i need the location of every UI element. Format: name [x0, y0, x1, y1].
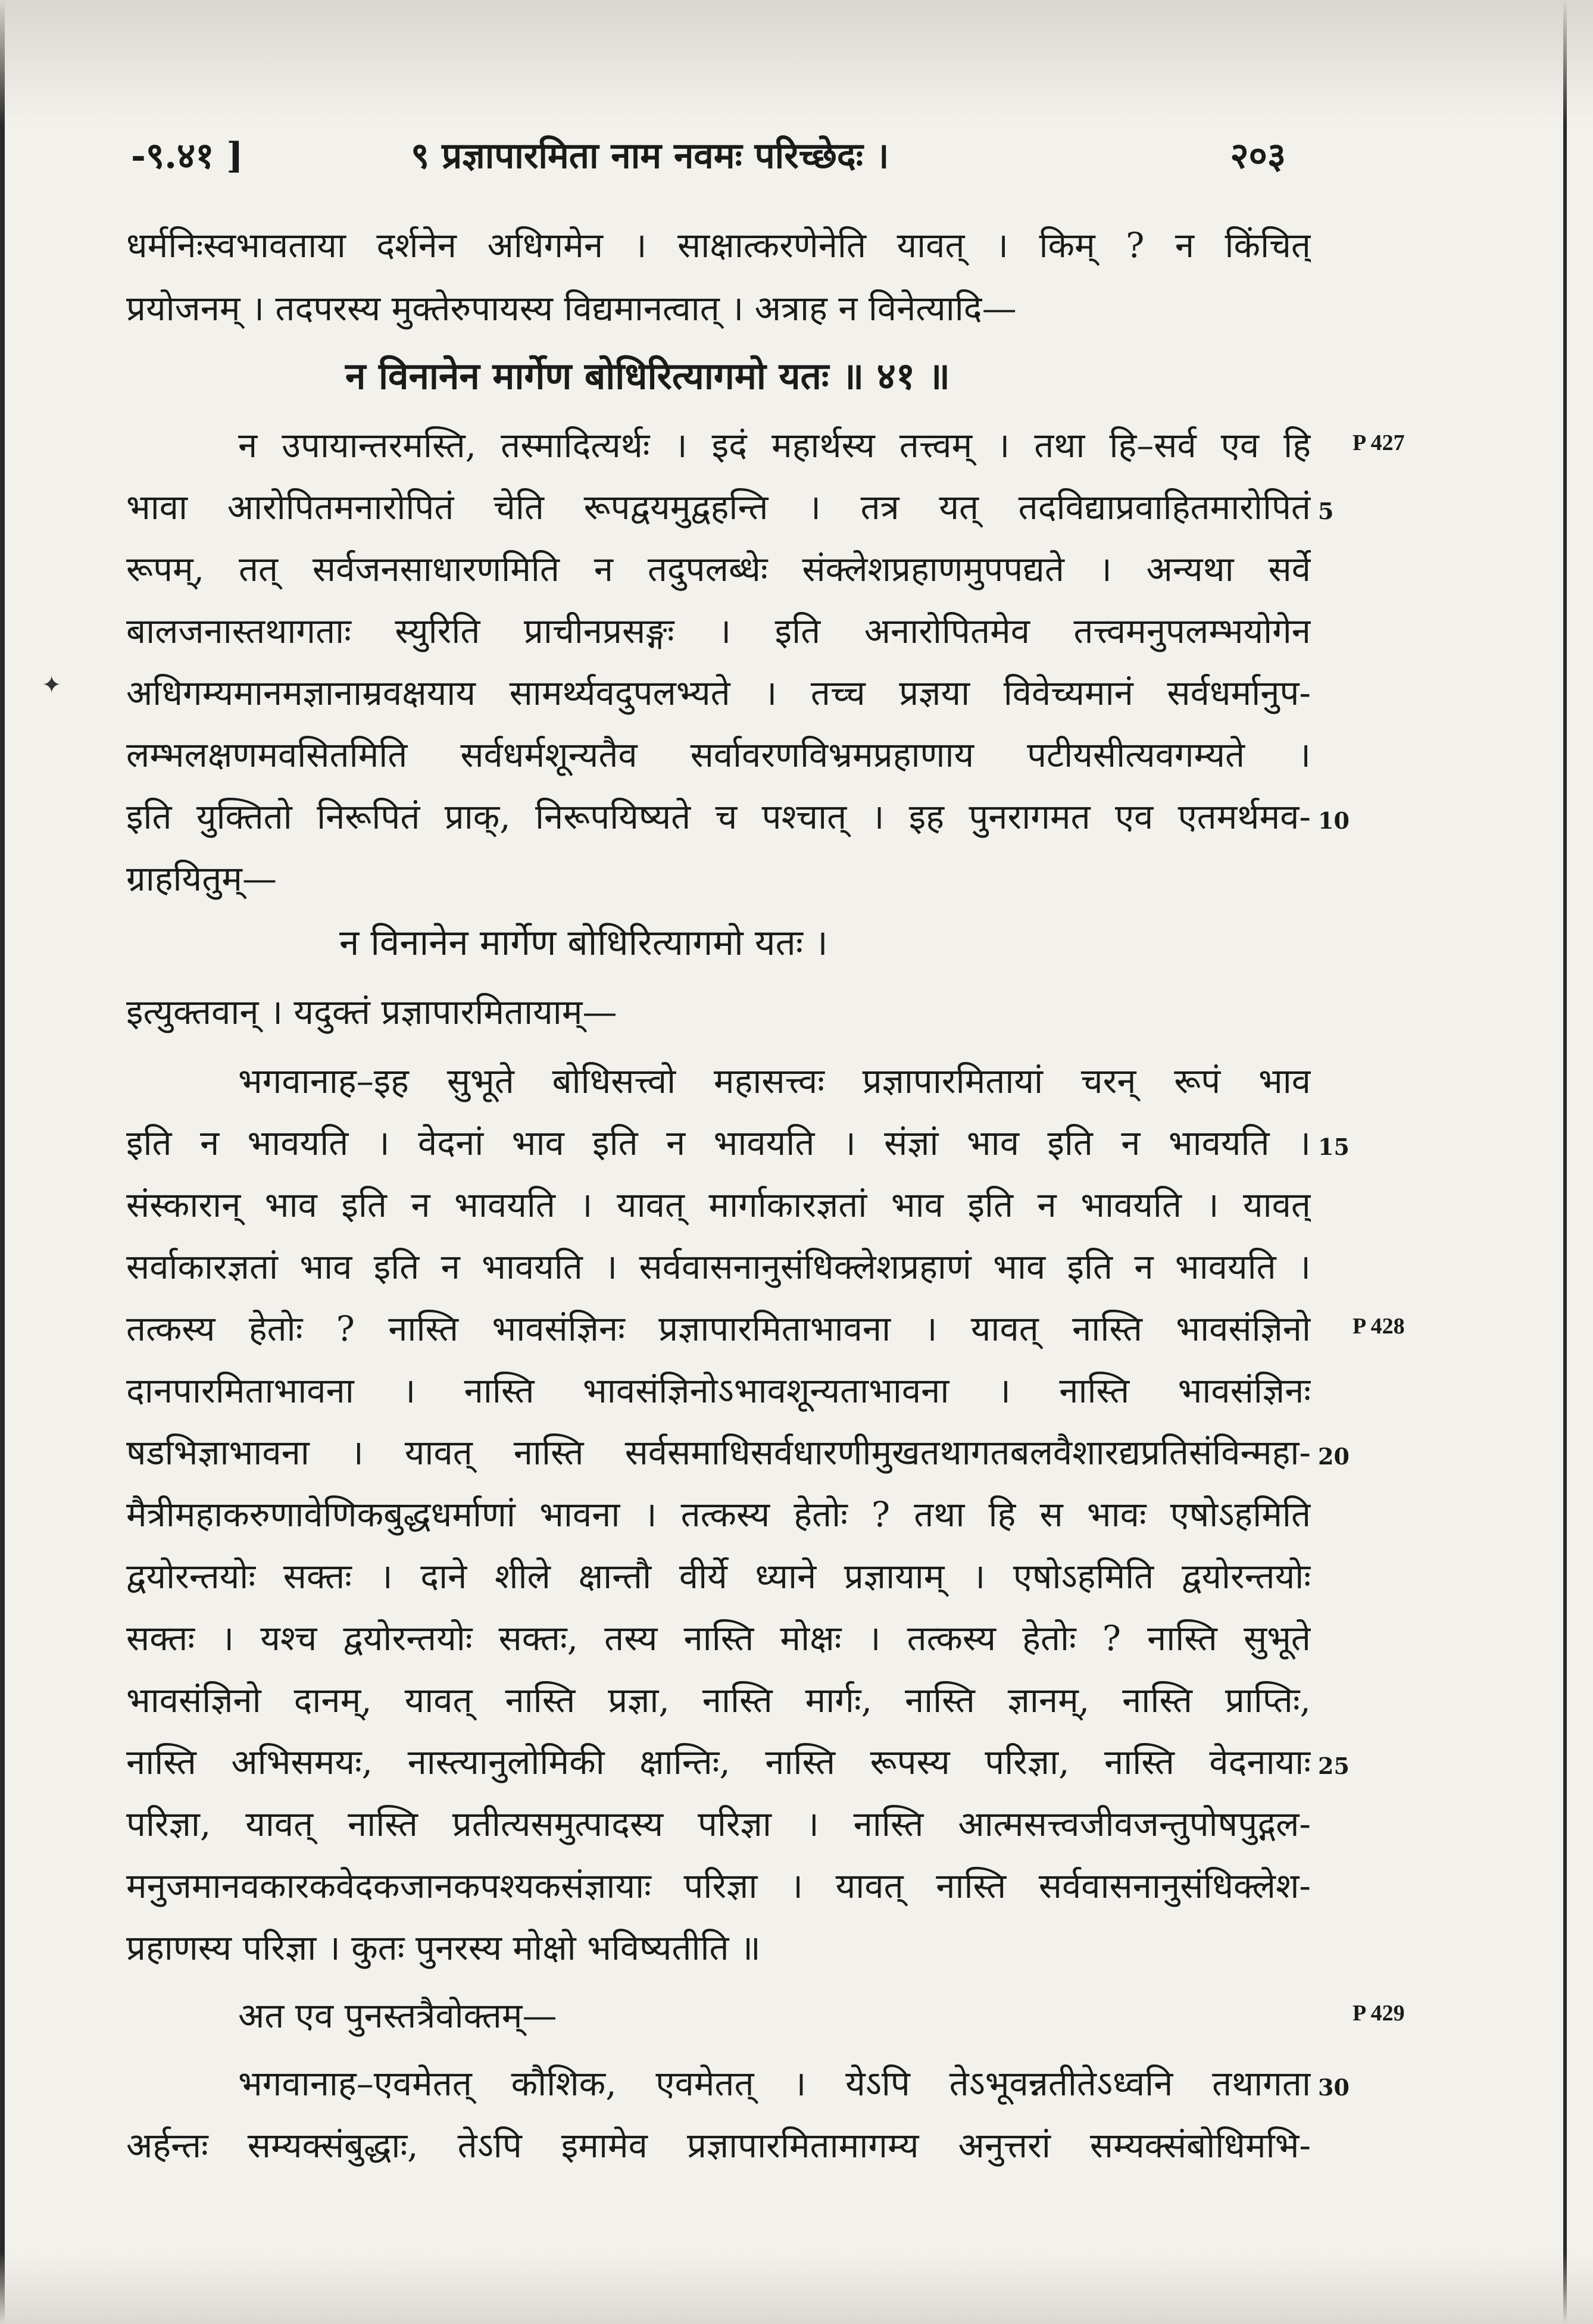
scan-shading-bottom [0, 2253, 1593, 2324]
header-section-ref: -९.४१ ] [131, 135, 243, 177]
page-edge-left [0, 0, 5, 2324]
text-line: इति युक्तितो निरूपितं प्राक्, निरूपयिष्यते च पश्चात् । इह पुनरागमत एव एतमर्थमव- [126, 796, 1311, 837]
page-reference: P 428 [1353, 1314, 1405, 1339]
text-line: न उपायान्तरमस्ति, तस्मादित्यर्थः । इदं महार्थस्य तत्त्वम् । तथा हि–सर्व एव हि [238, 425, 1311, 466]
text-line: षडभिज्ञाभावना । यावत् नास्ति सर्वसमाधिसर्वधारणीमुखतथागतबलवैशारद्यप्रतिसंविन्महा- [126, 1432, 1311, 1473]
text-line: दानपारमिताभावना । नास्ति भावसंज्ञिनोऽभावशून्यताभावना । नास्ति भावसंज्ञिनः [126, 1370, 1311, 1411]
text-line: बालजनास्तथागताः स्युरिति प्राचीनप्रसङ्गः । इति अनारोपितमेव तत्त्वमनुपलम्भयोगेन [126, 611, 1311, 651]
verse-41: न विनानेन मार्गेण बोधिरित्यागमो यतः ॥ ४१ ॥ [345, 354, 950, 398]
text-line: भावसंज्ञिनो दानम्, यावत् नास्ति प्रज्ञा, नास्ति मार्गः, नास्ति ज्ञानम्, नास्ति प्राप्तिः, [126, 1680, 1311, 1720]
line-number: 30 [1318, 2074, 1350, 2101]
text-line: धर्मनिःस्वभावताया दर्शनेन अधिगमेन । साक्षात्करणेनेति यावत् । किम् ? न किंचित् [126, 225, 1311, 265]
text-line: मैत्रीमहाकरुणावेणिकबुद्धधर्माणां भावना । तत्कस्य हेतोः ? तथा हि स भावः एषोऽहमिति [126, 1494, 1311, 1535]
text-line: इत्युक्तवान् । यदुक्तं प्रज्ञापारमितायाम्— [126, 992, 617, 1032]
text-line: भगवानाह–एवमेतत् कौशिक, एवमेतत् । येऽपि तेऽभूवन्नतीतेऽध्वनि तथागता [238, 2063, 1311, 2104]
text-line: प्रयोजनम् । तदपरस्य मुक्तेरुपायस्य विद्यमानत्वात् । अत्राह न विनेत्यादि— [126, 288, 1017, 329]
text-line: परिज्ञा, यावत् नास्ति प्रतीत्यसमुत्पादस्य परिज्ञा । नास्ति आत्मसत्त्वजीवजन्तुपोषपुद्गल- [126, 1804, 1311, 1844]
scan-shading-top [0, 0, 1593, 125]
text-line: नास्ति अभिसमयः, नास्त्यानुलोमिकी क्षान्तिः, नास्ति रूपस्य परिज्ञा, नास्ति वेदनायाः [126, 1742, 1311, 1782]
line-number: 15 [1318, 1133, 1350, 1160]
margin-mark: ✦ [42, 671, 62, 699]
text-line: अत एव पुनस्तत्रैवोक्तम्— [238, 1995, 557, 2036]
text-line: सक्तः । यश्च द्वयोरन्तयोः सक्तः, तस्य नास्ति मोक्षः । तत्कस्य हेतोः ? नास्ति सुभूते [126, 1618, 1311, 1658]
text-line: प्रहाणस्य परिज्ञा । कुतः पुनरस्य मोक्षो भविष्यतीति ॥ [126, 1928, 761, 1968]
verse-quotation: न विनानेन मार्गेण बोधिरित्यागमो यतः । [339, 922, 828, 964]
text-line: रूपम्, तत् सर्वजनसाधारणमिति न तदुपलब्धेः संक्लेशप्रहाणमुपपद्यते । अन्यथा सर्वे [126, 549, 1311, 589]
text-line: भगवानाह–इह सुभूते बोधिसत्त्वो महासत्त्वः प्रज्ञापारमितायां चरन् रूपं भाव [238, 1061, 1311, 1101]
line-number: 20 [1318, 1443, 1350, 1470]
running-header [131, 130, 1286, 183]
text-line: ग्राहयितुम्— [126, 858, 277, 899]
line-number: 25 [1318, 1753, 1350, 1779]
header-chapter-title: ९ प्रज्ञापारमिता नाम नवमः परिच्छेदः । [411, 135, 889, 177]
page-reference: P 429 [1353, 2001, 1405, 2026]
text-line: इति न भावयति । वेदनां भाव इति न भावयति । संज्ञां भाव इति न भावयति । [126, 1123, 1311, 1163]
text-line: सर्वाकारज्ञतां भाव इति न भावयति । सर्ववासनानुसंधिक्लेशप्रहाणं भाव इति न भावयति । [126, 1247, 1311, 1287]
text-line: भावा आरोपितमनारोपितं चेति रूपद्वयमुद्वहन्ति । तत्र यत् तदविद्याप्रवाहितमारोपितं [126, 487, 1311, 527]
text-line: संस्कारान् भाव इति न भावयति । यावत् मार्गाकारज्ञतां भाव इति न भावयति । यावत् [126, 1185, 1311, 1225]
text-line: मनुजमानवकारकवेदकजानकपश्यकसंज्ञायाः परिज्ञा । यावत् नास्ति सर्ववासनानुसंधिक्लेश- [126, 1866, 1311, 1906]
text-line: द्वयोरन्तयोः सक्तः । दाने शीले क्षान्तौ वीर्ये ध्याने प्रज्ञायाम् । एषोऽहमिति द्वयोरन्तयोः [126, 1556, 1311, 1597]
text-line: अधिगम्यमानमज्ञानाम्रवक्षयाय सामर्थ्यवदुपलभ्यते । तच्च प्रज्ञया विवेच्यमानं सर्वधर्मानुप- [126, 673, 1311, 713]
text-line: तत्कस्य हेतोः ? नास्ति भावसंज्ञिनः प्रज्ञापारमिताभावना । यावत् नास्ति भावसंज्ञिनो [126, 1308, 1311, 1349]
header-page-number: २०३ [1230, 135, 1286, 177]
page-reference: P 427 [1353, 430, 1405, 455]
page-edge-right [1563, 0, 1567, 2324]
text-line: लम्भलक्षणमवसितमिति सर्वधर्मशून्यतैव सर्वावरणविभ्रमप्रहाणाय पटीयसीत्यवगम्यते । [126, 735, 1311, 775]
line-number: 10 [1318, 807, 1350, 834]
line-number: 5 [1318, 498, 1334, 524]
text-line: अर्हन्तः सम्यक्संबुद्धाः, तेऽपि इमामेव प्रज्ञापारमितामागम्य अनुत्तरां सम्यक्संबोधिमभि- [126, 2125, 1311, 2166]
